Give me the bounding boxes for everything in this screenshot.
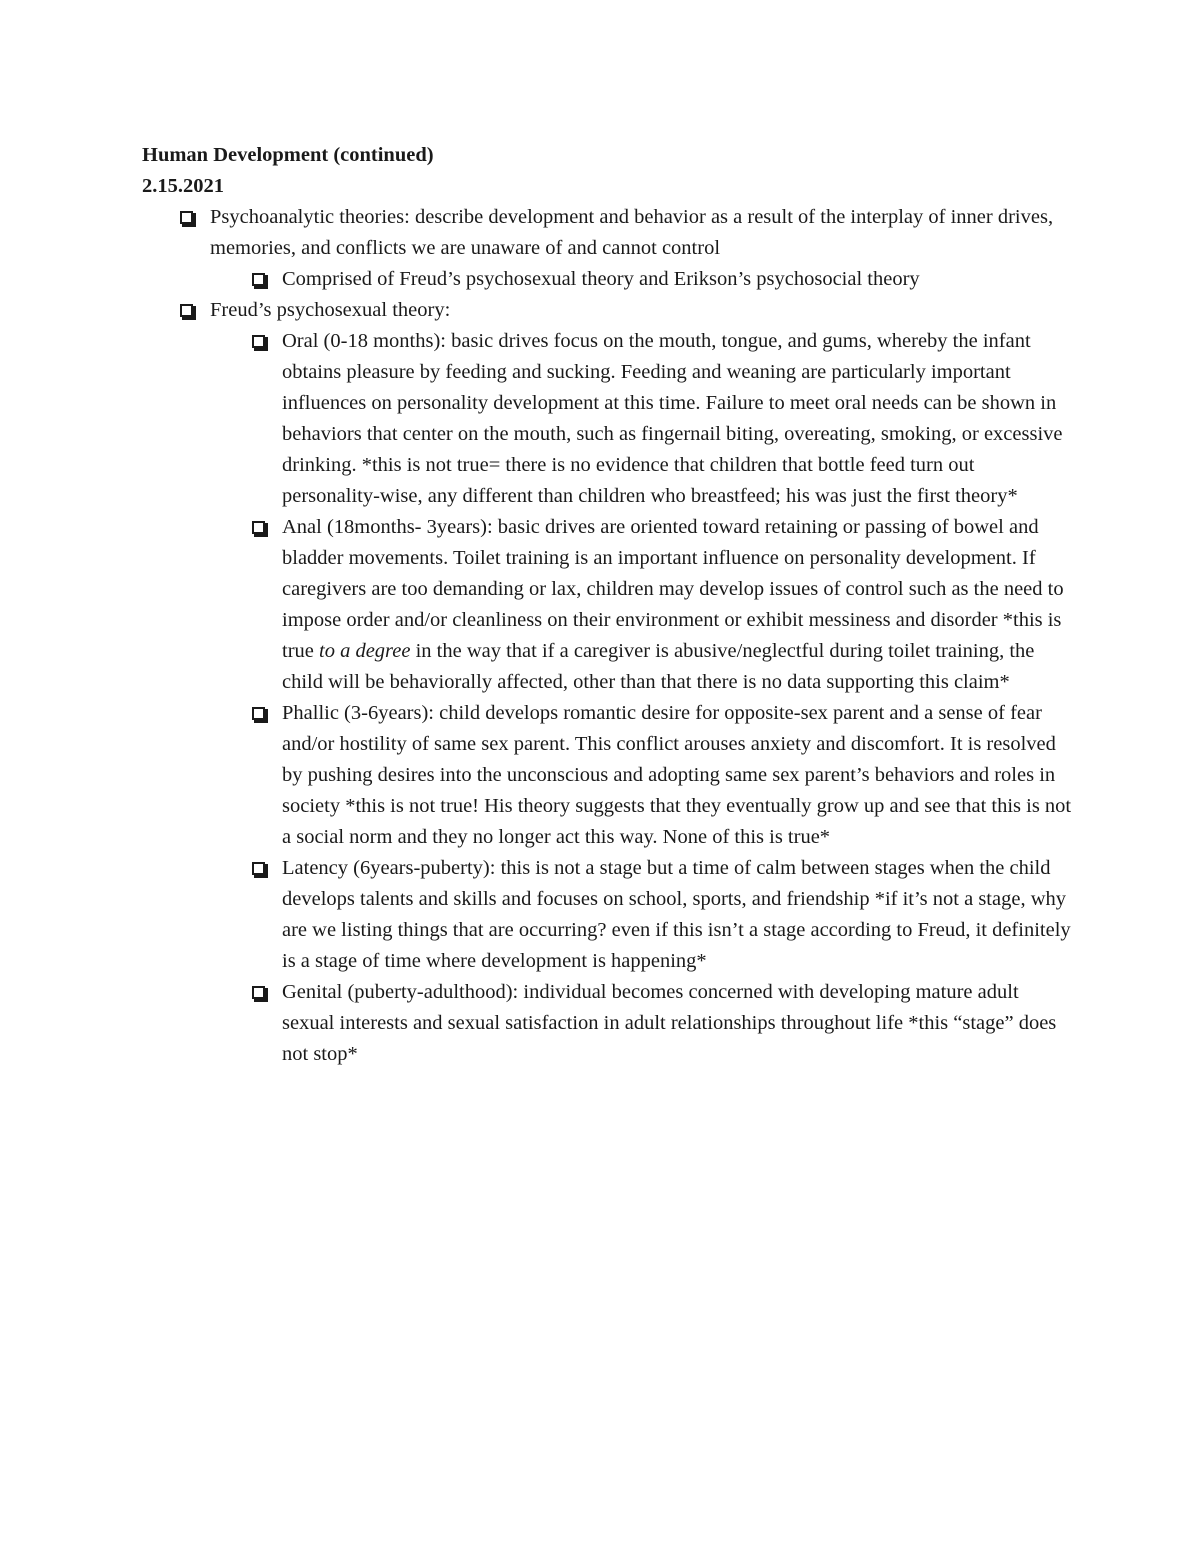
- list-item-anal: [282, 512, 1072, 698]
- anal-text-end: in the way that if a caregiver is abusive/neglectful during toilet training, the child will be behaviorally affected, other than that there is no data supporting this claim*: [282, 640, 1035, 693]
- checkbox-bullet-icon: [252, 273, 265, 286]
- list-item-text: Freud’s psychosexual theory:: [210, 299, 451, 321]
- anal-text-start: Anal (18months- 3years): basic drives are oriented toward retaining or passing of bowel and bladder movements. Toilet training is an important influence on personality development. If caregivers are too demanding or lax, children may develop issues of control such as the need to impose order and/or cleanliness on their environment or exhibit messiness and disorder *this is true: [282, 516, 1064, 662]
- checkbox-bullet-icon: [180, 304, 193, 317]
- list-item-text: Phallic (3-6years): child develops romantic desire for opposite-sex parent and a sense of fear and/or hostility of same sex parent. This conflict arouses anxiety and discomfort. It is resolved by pushing desires into the unconscious and adopting same sex parent’s behaviors and roles in society *this is not true! His theory suggests that they eventually grow up and see that this is not a social norm and they no longer act this way. None of this is true*: [282, 702, 1072, 848]
- list-item-comprised: [282, 264, 1072, 295]
- document-page: [142, 140, 1072, 1070]
- checkbox-bullet-icon: [252, 707, 265, 720]
- document-title: Human Development (continued): [142, 144, 434, 166]
- list-item-oral: [282, 326, 1072, 512]
- checkbox-bullet-icon: [252, 986, 265, 999]
- list-item-text: Psychoanalytic theories: describe development and behavior as a result of the interplay of inner drives, memories, and conflicts we are unaware of and cannot control: [210, 206, 1054, 259]
- list-item-text: Oral (0-18 months): basic drives focus on the mouth, tongue, and gums, whereby the infant obtains pleasure by feeding and sucking. Feeding and weaning are particularly important influences on personality development at this time. Failure to meet oral needs can be shown in behaviors that center on the mouth, such as fingernail biting, overeating, smoking, or excessive drinking. *this is not true= there is no evidence that children that bottle feed turn out personality-wise, any different than children who breastfeed; his was just the first theory*: [282, 330, 1063, 507]
- document-date: 2.15.2021: [142, 175, 224, 197]
- list-item-genital: [282, 977, 1072, 1070]
- list-item-freud: [210, 295, 1072, 326]
- checkbox-bullet-icon: [180, 211, 193, 224]
- checkbox-bullet-icon: [252, 862, 265, 875]
- list-item-text: Comprised of Freud’s psychosexual theory and Erikson’s psychosocial theory: [282, 268, 920, 290]
- checkbox-bullet-icon: [252, 335, 265, 348]
- list-item-latency: [282, 853, 1072, 977]
- list-item-text: Genital (puberty-adulthood): individual becomes concerned with developing mature adult sexual interests and sexual satisfaction in adult relationships throughout life *this “stage” does not stop*: [282, 981, 1057, 1065]
- list-item-phallic: [282, 698, 1072, 853]
- list-item-text: [282, 516, 1064, 693]
- anal-text-italic: to a degree: [319, 640, 411, 662]
- list-item-psychoanalytic: [210, 202, 1072, 264]
- list-item-text: Latency (6years-puberty): this is not a stage but a time of calm between stages when the child develops talents and skills and focuses on school, sports, and friendship *if it’s not a stage, why are we listing things that are occurring? even if this isn’t a stage according to Freud, it definitely is a stage of time where development is happening*: [282, 857, 1071, 972]
- checkbox-bullet-icon: [252, 521, 265, 534]
